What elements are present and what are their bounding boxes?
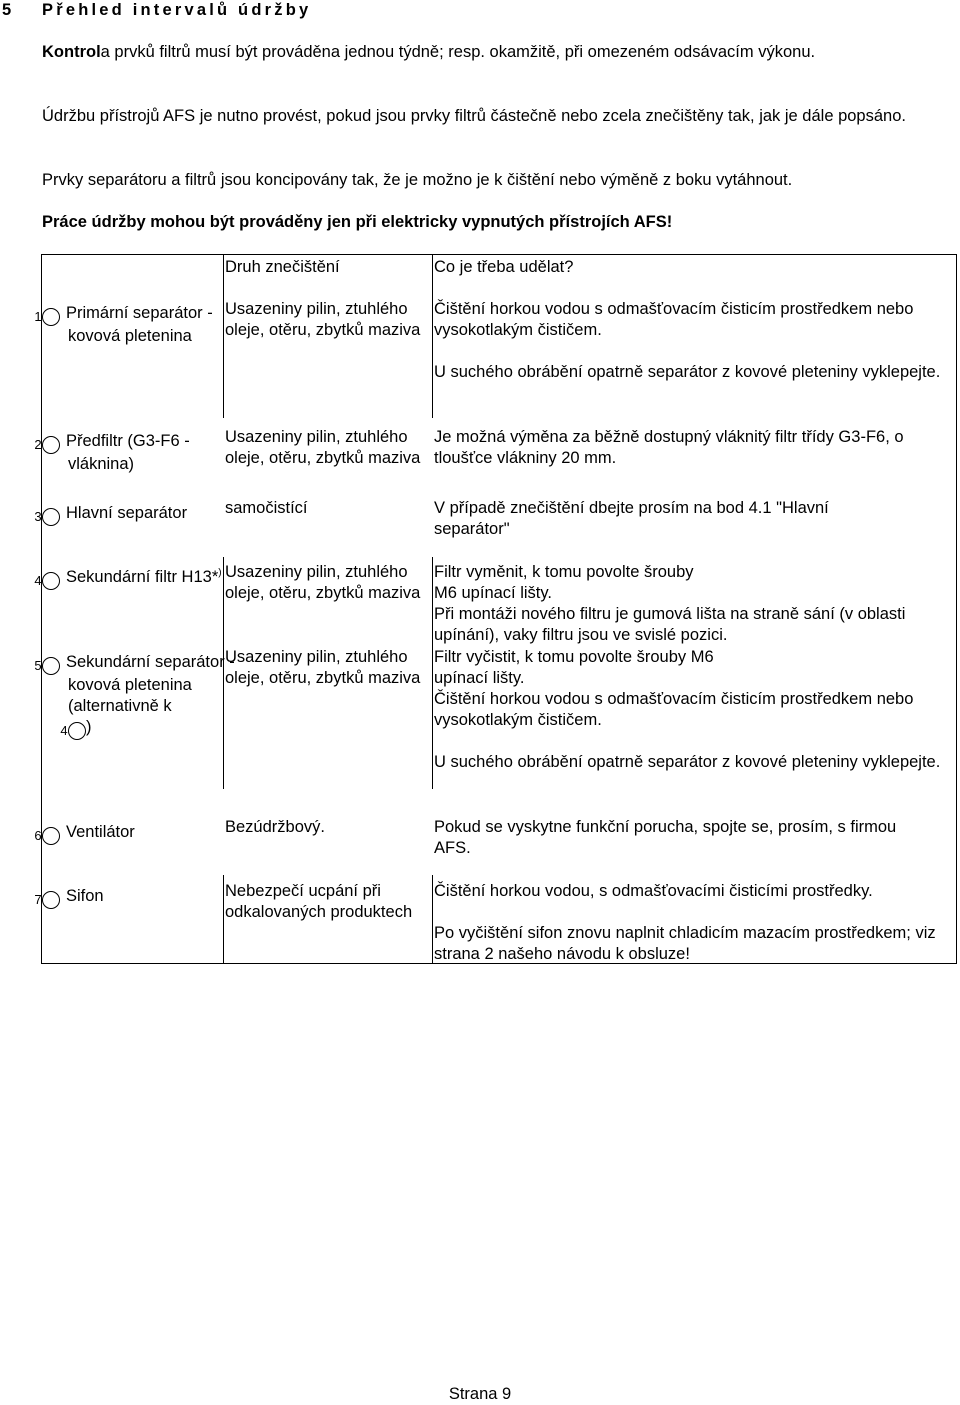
col-divider-2c: [432, 875, 433, 964]
intro-paragraph-3: Prvky separátoru a filtrů jsou koncipovány tak, že je možno je k čištění nebo výměně z boku vytáhnout.: [42, 171, 793, 189]
row-7-component-text: Sifon: [66, 887, 104, 905]
row-2-action-1: Je možná výměna za běžně dostupný vláknitý filtr třídy G3-F6, o tloušťce vlákniny 20 mm.: [434, 428, 904, 467]
intro-warning: Práce údržby mohou být prováděny jen při elektricky vypnutých přístrojích AFS!: [42, 213, 673, 231]
row-3-component: [34, 503, 250, 526]
row-1-action-2: U suchého obrábění opatrně separátor z kovové pleteniny vyklepejte.: [434, 363, 941, 381]
row-5-action-2: Čištění horkou vodou s odmašťovacím čisticím prostředkem nebo vysokotlakým čističem.: [434, 690, 914, 729]
row-2-component-text: Předfiltr (G3-F6 - vláknina): [66, 432, 190, 473]
row-4-action-2: Při montáži nového filtru je gumová lišta na straně sání (v oblasti upínání), vaky filtru jsou ve svislé pozici.: [434, 605, 906, 644]
number-7-icon: 7: [42, 891, 60, 909]
row-4-dirt: Usazeniny pilin, ztuhlého oleje, otěru, zbytků maziva: [225, 563, 421, 602]
number-3-icon: 3: [42, 508, 60, 526]
intro-paragraph-2: Údržbu přístrojů AFS je nutno provést, pokud jsou prvky filtrů částečně nebo zcela znečištěny tak, jak je dále popsáno.: [42, 107, 906, 125]
row-7-component: [34, 886, 246, 909]
number-4-ref-icon: 4: [68, 722, 86, 740]
number-2-icon: 2: [42, 436, 60, 454]
row-5-component: [34, 652, 248, 740]
row-5-component-tail: ): [86, 718, 92, 736]
section-title: Přehled intervalů údržby: [42, 1, 312, 19]
page-number: Strana 9: [448, 1385, 512, 1403]
col-divider-2b: [432, 557, 433, 789]
row-7-action-2: Po vyčištění sifon znovu naplnit chladicím mazacím prostředkem; viz strana 2 našeho návodu k obsluze!: [434, 924, 936, 963]
row-6-action-1: Pokud se vyskytne funkční porucha, spojte se, prosím, s firmou AFS.: [434, 818, 897, 857]
row-4-component: [34, 567, 246, 590]
row-5-action-3: U suchého obrábění opatrně separátor z kovové pleteniny vyklepejte.: [434, 753, 941, 771]
row-5-action-1: Filtr vyčistit, k tomu povolte šrouby M6 upínací lišty.: [434, 648, 714, 687]
table-border-top: [41, 254, 957, 255]
row-4-component-text: Sekundární filtr H13*: [66, 568, 219, 586]
table-border-left: [41, 254, 42, 964]
row-5-component-text: Sekundární separátor - kovová pletenina (alternativně k: [66, 653, 235, 715]
row-5-dirt: Usazeniny pilin, ztuhlého oleje, otěru, zbytků maziva: [225, 648, 421, 687]
row-3-component-text: Hlavní separátor: [66, 504, 188, 522]
number-4-icon: 4: [42, 572, 60, 590]
row-1-component-text: Primární separátor - kovová pletenina: [66, 304, 213, 345]
row-3-action-1: V případě znečištění dbejte prosím na bod 4.1 "Hlavní separátor": [434, 499, 829, 538]
header-dirt-type: Druh znečištění: [225, 258, 340, 276]
intro-p1-text: a prvků filtrů musí být prováděna jednou týdně; resp. okamžitě, při omezeném odsávacím výkonu.: [100, 43, 816, 61]
intro-paragraph-1: [42, 42, 922, 63]
intro-bold-lead: Kontrol: [42, 43, 101, 61]
row-1-action-1: Čištění horkou vodou s odmašťovacím čisticím prostředkem nebo vysokotlakým čističem.: [434, 300, 914, 339]
row-2-dirt: Usazeniny pilin, ztuhlého oleje, otěru, zbytků maziva: [225, 428, 421, 467]
row-7-dirt: Nebezpečí ucpání při odkalovaných produktech: [225, 882, 413, 921]
number-6-icon: 6: [42, 827, 60, 845]
number-5-icon: 5: [42, 657, 60, 675]
row-6-component-text: Ventilátor: [66, 823, 135, 841]
row-1-component: [34, 303, 246, 347]
row-2-component: [34, 431, 208, 475]
row-1-dirt: Usazeniny pilin, ztuhlého oleje, otěru, zbytků maziva: [225, 300, 421, 339]
table-border-right: [956, 254, 957, 964]
number-1-icon: 1: [42, 308, 60, 326]
row-3-dirt: samočistící: [225, 499, 308, 517]
col-divider-2a: [432, 254, 433, 418]
row-7-action-1: Čištění horkou vodou, s odmašťovacími čisticími prostředky.: [434, 882, 873, 900]
row-6-dirt: Bezúdržbový.: [225, 818, 325, 836]
row-4-footnote-mark: ): [218, 567, 222, 579]
section-number: 5: [2, 1, 12, 19]
row-4-action-1: Filtr vyměnit, k tomu povolte šrouby M6 upínací lišty.: [434, 563, 694, 602]
row-6-component: [34, 822, 246, 845]
header-action: Co je třeba udělat?: [434, 258, 574, 276]
